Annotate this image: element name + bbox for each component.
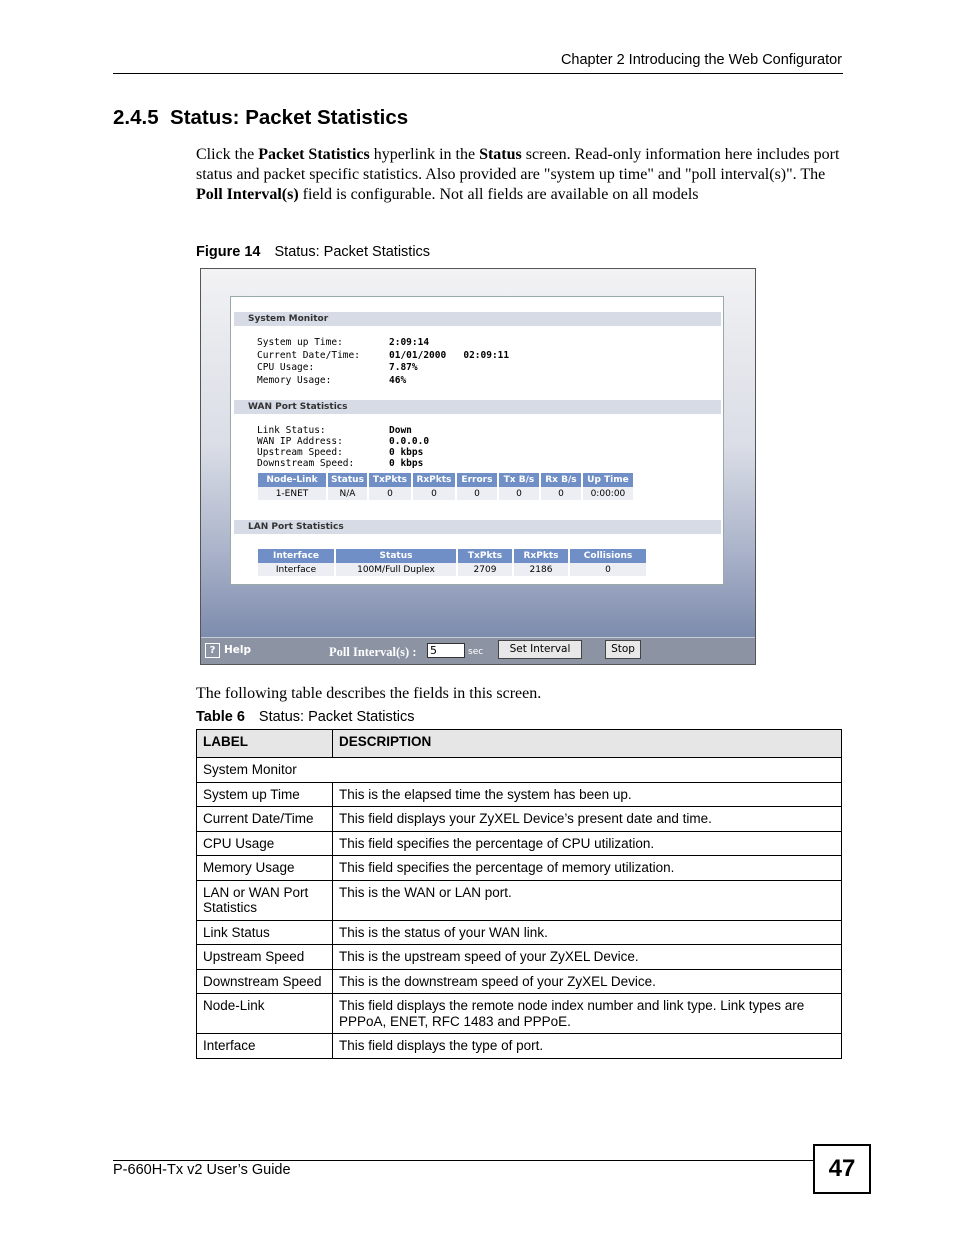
lan-cell: 2186 <box>514 563 568 576</box>
wan-col-header: Tx B/s <box>499 473 539 487</box>
row-label: CPU Usage <box>197 831 333 856</box>
kv-label: Current Date/Time: <box>257 349 360 361</box>
lan-cell: 2709 <box>458 563 512 576</box>
kv-label: CPU Usage: <box>257 362 315 373</box>
intro-text: hyperlink in the <box>369 146 480 163</box>
kv-value: 46% <box>389 374 407 386</box>
header-rule <box>113 73 843 74</box>
table-header-row <box>197 730 842 758</box>
header-description: DESCRIPTION <box>333 730 842 758</box>
help-link[interactable] <box>205 643 251 658</box>
bottom-toolbar <box>201 637 755 664</box>
row-description: This is the status of your WAN link. <box>333 920 842 945</box>
poll-unit: sec <box>468 647 484 657</box>
kv-label: Downstream Speed: <box>257 458 355 469</box>
table-label: Table 6 <box>196 709 245 725</box>
intro-bold: Status <box>479 146 522 163</box>
wan-cell: 0 <box>369 487 411 500</box>
table-row <box>197 969 842 994</box>
wan-col-header: Errors <box>457 473 497 487</box>
table-row <box>197 920 842 945</box>
chapter-header: Chapter 2 Introducing the Web Configurator <box>560 52 842 68</box>
section-number: 2.4.5 <box>113 106 159 129</box>
table-row <box>197 782 842 807</box>
row-description: This is the upstream speed of your ZyXEL Device. <box>333 945 842 970</box>
following-text: The following table describes the fields in this screen. <box>196 685 542 702</box>
kv-label: WAN IP Address: <box>257 436 343 447</box>
wan-col-header: Status <box>328 473 367 487</box>
kv-value: 2:09:14 <box>389 337 430 348</box>
kv-value: 01/01/2000 02:09:11 <box>389 349 510 361</box>
row-label: Node-Link <box>197 994 333 1034</box>
lan-col-header: TxPkts <box>458 549 512 563</box>
wan-cell: 1-ENET <box>258 487 326 500</box>
section-title <box>113 106 408 130</box>
header-label: LABEL <box>197 730 333 758</box>
lan-col-header: Interface <box>258 549 334 563</box>
table-row <box>197 758 842 783</box>
table-row <box>197 994 842 1034</box>
row-label: Interface <box>197 1034 333 1059</box>
row-label: Memory Usage <box>197 856 333 881</box>
table-row <box>197 880 842 920</box>
lan-cell: 100M/Full Duplex <box>336 563 456 576</box>
row-description: This field displays the remote node index number and link type. Link types are PPPoA, ENET, RFC 1483 and PPPoE. <box>333 994 842 1034</box>
table-row <box>197 807 842 832</box>
lan-stats-table <box>256 549 648 576</box>
kv-label: Link Status: <box>257 425 326 436</box>
intro-paragraph <box>196 145 846 205</box>
row-label: LAN or WAN Port Statistics <box>197 880 333 920</box>
page-number: 47 <box>813 1144 871 1194</box>
wan-col-header: Up Time <box>583 473 633 487</box>
wan-stats-table <box>256 473 635 500</box>
row-label: Current Date/Time <box>197 807 333 832</box>
stop-button[interactable]: Stop <box>605 640 641 659</box>
intro-text: screen. Read-only information here includes port status and packet specific statistics. Also provided are "system up time" and "poll interval(s)". The <box>196 146 840 183</box>
wan-col-header: TxPkts <box>369 473 411 487</box>
figure-label: Figure 14 <box>196 244 261 260</box>
table-row <box>197 1034 842 1059</box>
intro-bold: Packet Statistics <box>258 146 370 163</box>
row-description: This field specifies the percentage of memory utilization. <box>333 856 842 881</box>
set-interval-button[interactable]: Set Interval <box>498 640 582 659</box>
row-description: This is the WAN or LAN port. <box>333 880 842 920</box>
section-title-text: Status: Packet Statistics <box>170 106 409 129</box>
wan-heading: WAN Port Statistics <box>234 400 721 414</box>
wan-values <box>389 425 429 469</box>
table-title: Status: Packet Statistics <box>258 709 415 725</box>
lan-col-header: Status <box>336 549 456 563</box>
kv-value: 7.87% <box>389 362 418 373</box>
wan-cell: 0 <box>457 487 497 500</box>
wan-cell: 0:00:00 <box>583 487 633 500</box>
lan-cell: Interface <box>258 563 334 576</box>
kv-label: Memory Usage: <box>257 374 332 386</box>
table-row <box>197 856 842 881</box>
row-label: Link Status <box>197 920 333 945</box>
question-icon: ? <box>205 643 220 658</box>
screenshot-figure <box>200 268 756 665</box>
system-monitor-labels <box>257 337 360 387</box>
wan-col-header: Rx B/s <box>541 473 581 487</box>
kv-label: Upstream Speed: <box>257 447 343 458</box>
intro-text: Click the <box>196 146 259 163</box>
description-table <box>196 729 842 1059</box>
kv-value: 0.0.0.0 <box>389 436 430 447</box>
wan-labels <box>257 425 354 469</box>
table-caption <box>196 709 414 725</box>
kv-value: 0 kbps <box>389 458 424 469</box>
table-row <box>197 945 842 970</box>
footer-rule <box>113 1160 813 1161</box>
help-label: Help <box>224 644 252 656</box>
table-row <box>197 831 842 856</box>
system-monitor-values <box>389 337 509 387</box>
kv-value: Down <box>389 425 412 436</box>
row-label: System Monitor <box>197 758 842 783</box>
kv-value: 0 kbps <box>389 447 424 458</box>
wan-cell: 0 <box>413 487 455 500</box>
row-label: Downstream Speed <box>197 969 333 994</box>
row-label: Upstream Speed <box>197 945 333 970</box>
wan-cell: N/A <box>328 487 367 500</box>
wan-col-header: RxPkts <box>413 473 455 487</box>
row-description: This field displays the type of port. <box>333 1034 842 1059</box>
intro-text: field is configurable. Not all fields are available on all models <box>298 186 699 203</box>
row-description: This is the elapsed time the system has been up. <box>333 782 842 807</box>
lan-col-header: Collisions <box>570 549 646 563</box>
row-description: This field specifies the percentage of CPU utilization. <box>333 831 842 856</box>
lan-heading: LAN Port Statistics <box>234 520 721 534</box>
wan-col-header: Node-Link <box>258 473 326 487</box>
row-label: System up Time <box>197 782 333 807</box>
poll-interval-input[interactable] <box>427 643 465 658</box>
intro-bold: Poll Interval(s) <box>196 186 299 203</box>
wan-cell: 0 <box>541 487 581 500</box>
row-description: This field displays your ZyXEL Device’s present date and time. <box>333 807 842 832</box>
wan-cell: 0 <box>499 487 539 500</box>
poll-interval-label: Poll Interval(s) : <box>329 645 417 659</box>
kv-label: System up Time: <box>257 337 343 348</box>
statistics-panel <box>230 296 724 585</box>
lan-cell: 0 <box>570 563 646 576</box>
guide-title: P-660H-Tx v2 User’s Guide <box>113 1162 291 1178</box>
figure-caption <box>196 244 430 260</box>
figure-title: Status: Packet Statistics <box>274 244 431 260</box>
lan-col-header: RxPkts <box>514 549 568 563</box>
row-description: This is the downstream speed of your ZyXEL Device. <box>333 969 842 994</box>
system-monitor-heading: System Monitor <box>234 312 721 326</box>
